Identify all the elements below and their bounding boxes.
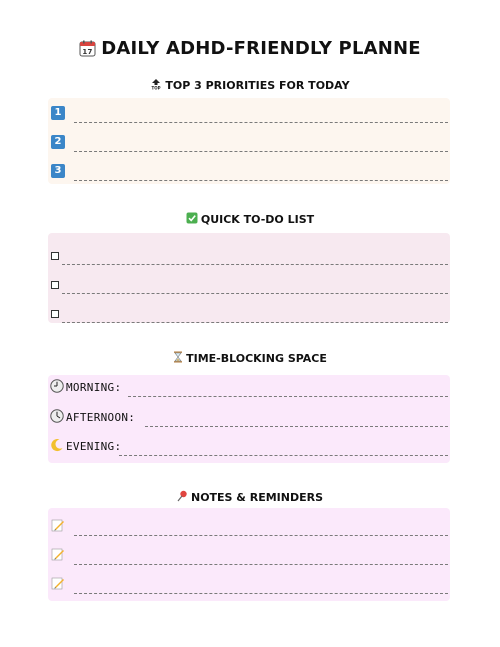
priorities-heading-text: TOP 3 PRIORITIES FOR TODAY — [165, 79, 350, 92]
priority-input-line[interactable] — [74, 180, 448, 181]
page-title-text: DAILY ADHD-FRIENDLY PLANNE — [101, 38, 421, 59]
note-input-line[interactable] — [74, 593, 448, 594]
checkbox[interactable] — [51, 281, 59, 289]
note-row — [48, 518, 450, 538]
time-slot-input-line[interactable] — [145, 426, 448, 427]
number-3-icon: 3 — [51, 164, 65, 178]
time-slot-evening — [48, 438, 450, 458]
note-input-line[interactable] — [74, 535, 448, 536]
note-row — [48, 547, 450, 567]
clock-icon — [50, 409, 64, 423]
memo-pencil-icon — [51, 547, 65, 561]
top-arrow-icon — [150, 78, 162, 93]
todo-panel — [48, 233, 450, 323]
timeblock-heading-text: TIME-BLOCKING SPACE — [186, 352, 327, 365]
svg-text:TOP: TOP — [151, 85, 161, 90]
time-slot-morning — [48, 379, 450, 399]
svg-text:17: 17 — [82, 48, 93, 56]
check-mark-icon — [186, 212, 198, 227]
memo-pencil-icon — [51, 518, 65, 532]
clock-icon — [50, 379, 64, 393]
calendar-icon — [79, 40, 96, 62]
time-slot-input-line[interactable] — [119, 455, 448, 456]
todo-heading-text: QUICK TO-DO LIST — [200, 213, 315, 226]
notes-heading-text: NOTES & REMINDERS — [190, 491, 324, 504]
number-2-icon: 2 — [51, 135, 65, 149]
note-row — [48, 576, 450, 596]
time-slot-label: EVENING: — [66, 440, 122, 453]
priority-row — [48, 134, 450, 154]
priority-input-line[interactable] — [74, 151, 448, 152]
note-input-line[interactable] — [74, 564, 448, 565]
time-slot-label: MORNING: — [66, 381, 122, 394]
crescent-moon-icon — [50, 438, 64, 452]
priority-row — [48, 105, 450, 125]
page-title — [0, 38, 500, 62]
priority-input-line[interactable] — [74, 122, 448, 123]
checkbox[interactable] — [51, 310, 59, 318]
priorities-panel — [48, 98, 450, 184]
timeblock-heading — [0, 351, 500, 366]
pushpin-icon — [177, 490, 188, 505]
todo-row — [48, 305, 450, 325]
number-1-icon: 1 — [51, 106, 65, 120]
todo-heading — [0, 212, 500, 227]
todo-row — [48, 247, 450, 267]
todo-row — [48, 276, 450, 296]
todo-input-line[interactable] — [62, 264, 448, 265]
todo-input-line[interactable] — [62, 322, 448, 323]
hourglass-icon — [173, 351, 183, 366]
time-slot-label: AFTERNOON: — [66, 411, 136, 424]
notes-panel — [48, 508, 450, 601]
notes-heading — [0, 490, 500, 505]
todo-input-line[interactable] — [62, 293, 448, 294]
time-slot-afternoon — [48, 409, 450, 429]
timeblock-panel — [48, 375, 450, 463]
priorities-heading — [0, 78, 500, 93]
memo-pencil-icon — [51, 576, 65, 590]
time-slot-input-line[interactable] — [128, 396, 448, 397]
checkbox[interactable] — [51, 252, 59, 260]
priority-row — [48, 163, 450, 183]
